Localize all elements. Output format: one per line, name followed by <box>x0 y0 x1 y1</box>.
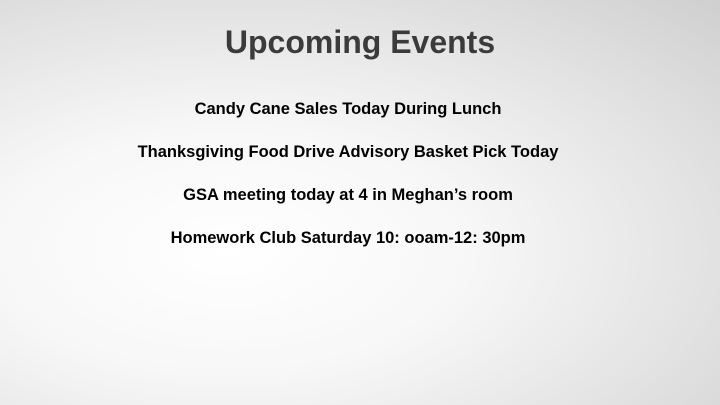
event-item: Homework Club Saturday 10: ooam-12: 30pm <box>170 229 526 247</box>
event-item: Thanksgiving Food Drive Advisory Basket Pick Today <box>137 143 559 161</box>
slide-title: Upcoming Events <box>224 24 496 60</box>
events-list <box>0 96 696 268</box>
event-item: Candy Cane Sales Today During Lunch <box>194 100 502 118</box>
event-item: GSA meeting today at 4 in Meghan’s room <box>183 186 513 204</box>
